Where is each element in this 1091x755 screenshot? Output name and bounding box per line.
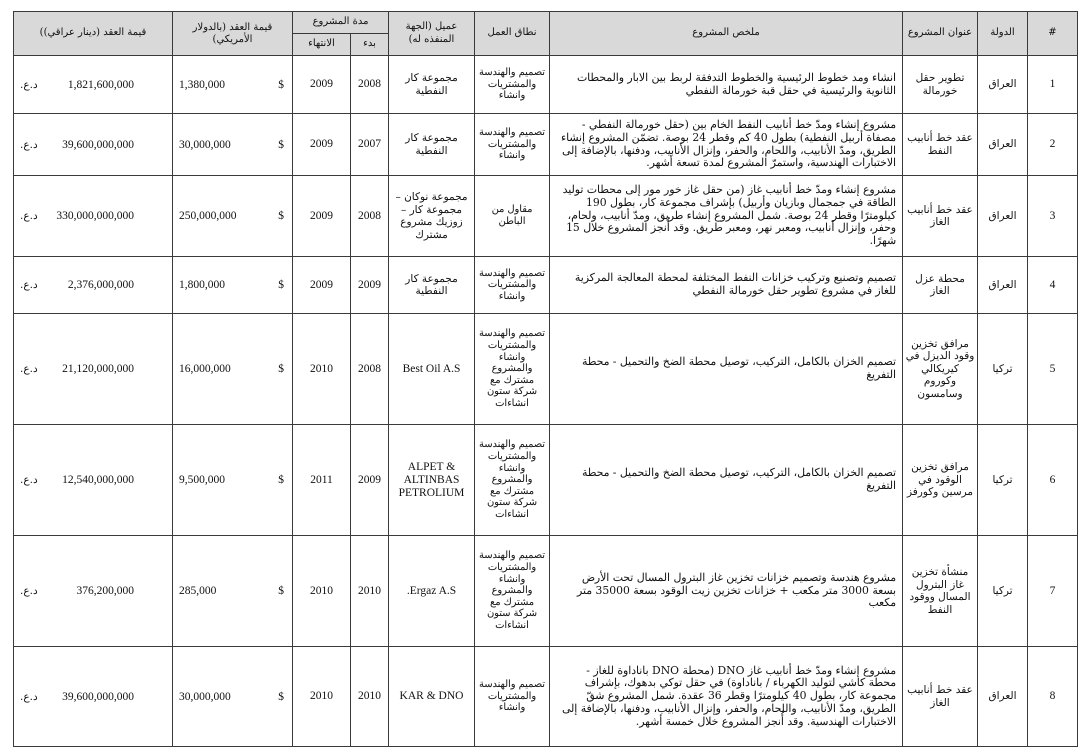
table-row [14,536,1078,647]
row-start: 2009 [351,257,389,314]
iqd-symbol: د.ع. [20,690,38,703]
row-index: 6 [1028,425,1078,536]
table-row [14,176,1078,257]
row-summary: انشاء ومد خطوط الرئيسية والخطوط التدفقة لربط بين الابار والمحطات الثانوية والرئيسية في حقل قبة خورمالة النفطي [550,56,903,114]
header-title: عنوان المشروع [903,12,978,56]
row-country: تركيا [978,536,1028,647]
row-title: منشأة تخزين غاز البترول المسال ووقود النفط [903,536,978,647]
header-value-iqd: قيمة العقد (دينار عراقي)) [14,12,173,56]
iqd-amount: 330,000,000,000 [56,209,134,222]
usd-amount: 30,000,000 [179,138,231,151]
iqd-symbol: د.ع. [20,362,38,375]
row-client: مجموعة كار النفطية [389,56,475,114]
usd-amount: 16,000,000 [179,362,231,375]
table-body [14,56,1078,747]
row-end: 2011 [293,425,351,536]
iqd-symbol: د.ع. [20,473,38,486]
usd-symbol: $ [278,78,284,91]
usd-amount: 9,500,000 [179,473,225,486]
row-title: عقد خط أنابيب الغاز [903,647,978,747]
row-country: تركيا [978,314,1028,425]
iqd-amount: 39,600,000,000 [62,138,134,151]
row-index: 8 [1028,647,1078,747]
row-index: 1 [1028,56,1078,114]
usd-symbol: $ [278,362,284,375]
row-summary: مشروع إنشاء ومدّ خط أنابيب النفط الخام بين (حقل خورمالة النفطي - مصفاة أربيل النفطية) بطول 40 كم وقطر 24 بوصة. تضمّن المشروع إنشاء الطريق، ومدّ الأنابيب، واللحام، والحفر، وإنزال الأنابيب، ودفنها، بالإضافة إلى الاختبارات الهندسية، واستمرّ المشروع لمدة تسعة أشهر. [550,114,903,176]
iqd-symbol: د.ع. [20,78,38,91]
row-client: مجموعة نوكان – مجموعة كار – زوزيك مشروع مشترك [389,176,475,257]
projects-table-container [13,11,1077,747]
row-scope: تصميم والهندسة والمشتريات وانشاء والمشروع مشترك مع شركة ستون انشاءات [475,314,550,425]
row-summary: مشروع هندسة وتصميم خزانات تخزين غاز البترول المسال تحت الأرض بسعة 3000 متر مكعب + خزانات تخزين زيت الوقود بسعة 35000 متر مكعب [550,536,903,647]
row-start: 2008 [351,176,389,257]
row-scope: تصميم والهندسة والمشتريات وانشاء [475,257,550,314]
iqd-amount: 12,540,000,000 [62,473,134,486]
header-summary: ملخص المشروع [550,12,903,56]
row-client: Best Oil A.S [389,314,475,425]
row-value-usd [173,314,293,425]
row-value-usd [173,176,293,257]
table-row [14,114,1078,176]
iqd-amount: 39,600,000,000 [62,690,134,703]
header-client: عميل (الجهة المنفذه له) [389,12,475,56]
iqd-symbol: د.ع. [20,209,38,222]
row-value-usd [173,647,293,747]
row-end: 2010 [293,647,351,747]
row-end: 2009 [293,56,351,114]
row-country: تركيا [978,425,1028,536]
row-scope: تصميم والهندسة والمشتريات وانشاء [475,647,550,747]
iqd-symbol: د.ع. [20,138,38,151]
row-client: ALPET & ALTINBAS PETROLIUM [389,425,475,536]
usd-symbol: $ [278,209,284,222]
row-summary: مشروع إنشاء ومدّ خط أنابيب غاز DNO (محطة DNO باناداوة للغاز - محطة كاشي لتوليد الكهرباء / باناداوة) في حقل توكي بدهوك، بإشراف مجموعة كار، بطول 40 كيلومترًا وقطر 36 عقدة. شمل المشروع شقّ الطريق، ومدّ الأنابيب، واللحام، والحفر، وإنزال الأنابيب، ودفنها، بالإضافة إلى الاختبارات الهندسية. وقد أُنجز المشروع خلال خمسة أشهر. [550,647,903,747]
row-value-iqd [14,257,173,314]
header-row [14,12,1078,34]
row-scope: تصميم والهندسة والمشتريات وانشاء [475,56,550,114]
table-row [14,314,1078,425]
projects-table [13,11,1078,747]
row-country: العراق [978,114,1028,176]
row-summary: تصميم الخزان بالكامل، التركيب، توصيل محطة الضخ والتحميل - محطة التفريغ [550,314,903,425]
header-value-usd: قيمة العقد (بالدولار الأمريكي) [173,12,293,56]
header-end: الانتهاء [293,34,351,56]
row-value-iqd [14,176,173,257]
row-end: 2009 [293,176,351,257]
row-end: 2010 [293,536,351,647]
row-client: مجموعة كار النفطية [389,114,475,176]
iqd-amount: 21,120,000,000 [62,362,134,375]
usd-amount: 285,000 [179,584,217,597]
row-value-usd [173,56,293,114]
header-duration: مدة المشروع [293,12,389,34]
header-country: الدولة [978,12,1028,56]
row-summary: تصميم وتصنيع وتركيب خزانات النفط المختلفة لمحطة المعالجة المركزية للغاز في مشروع تطوير حقل خورمالة النفطي [550,257,903,314]
usd-amount: 1,800,000 [179,278,225,291]
row-start: 2010 [351,647,389,747]
row-end: 2009 [293,257,351,314]
row-value-usd [173,114,293,176]
usd-symbol: $ [278,584,284,597]
usd-amount: 250,000,000 [179,209,237,222]
row-title: مرافق تخزين وقود الديزل في كيريكالي وكوروم وسامسون [903,314,978,425]
row-scope: تصميم والهندسة والمشتريات وانشاء والمشروع مشترك مع شركة ستون انشاءات [475,425,550,536]
row-start: 2007 [351,114,389,176]
row-country: العراق [978,176,1028,257]
row-start: 2010 [351,536,389,647]
row-summary: تصميم الخزان بالكامل، التركيب، توصيل محطة الضخ والتحميل - محطة التفريغ [550,425,903,536]
row-value-usd [173,536,293,647]
row-index: 3 [1028,176,1078,257]
table-row [14,56,1078,114]
row-country: العراق [978,257,1028,314]
row-value-iqd [14,647,173,747]
row-start: 2008 [351,314,389,425]
row-end: 2010 [293,314,351,425]
usd-symbol: $ [278,690,284,703]
row-title: عقد خط أنابيب الغاز [903,176,978,257]
row-summary: مشروع إنشاء ومدّ خط أنابيب غاز (من حقل غاز خور مور إلى محطات توليد الطاقة في جمجمال وبازيان وأربيل) بإشراف مجموعة كار، بطول 190 كيلومترًا وقطر 24 بوصة. شمل المشروع إنشاء طريق، ومدّ أنابيب، ولحام، وحفر، وإنزال أنابيب، ومعبر نهر، ومعبر طريق. وقد أُنجز المشروع خلال 15 شهرًا. [550,176,903,257]
table-row [14,425,1078,536]
row-country: العراق [978,647,1028,747]
row-title: عقد خط أنابيب النفط [903,114,978,176]
row-start: 2008 [351,56,389,114]
row-value-usd [173,425,293,536]
iqd-amount: 376,200,000 [76,584,134,597]
usd-amount: 30,000,000 [179,690,231,703]
row-client: Ergaz A.S. [389,536,475,647]
row-scope: مقاول من الباطن [475,176,550,257]
row-index: 4 [1028,257,1078,314]
row-value-iqd [14,425,173,536]
usd-amount: 1,380,000 [179,78,225,91]
header-start: بدء [351,34,389,56]
row-start: 2009 [351,425,389,536]
iqd-symbol: د.ع. [20,278,38,291]
iqd-symbol: د.ع. [20,584,38,597]
row-value-iqd [14,56,173,114]
row-client: KAR & DNO [389,647,475,747]
row-value-iqd [14,114,173,176]
row-end: 2009 [293,114,351,176]
row-value-usd [173,257,293,314]
usd-symbol: $ [278,278,284,291]
header-index: # [1028,12,1078,56]
row-value-iqd [14,536,173,647]
row-scope: تصميم والهندسة والمشتريات وانشاء والمشروع مشترك مع شركة ستون انشاءات [475,536,550,647]
header-scope: نطاق العمل [475,12,550,56]
row-title: مرافق تخزين الوقود في مرسين وكورفز [903,425,978,536]
row-value-iqd [14,314,173,425]
table-row [14,257,1078,314]
usd-symbol: $ [278,138,284,151]
row-index: 2 [1028,114,1078,176]
row-index: 7 [1028,536,1078,647]
iqd-amount: 2,376,000,000 [67,278,134,291]
row-title: تطوير حقل خورمالة [903,56,978,114]
row-index: 5 [1028,314,1078,425]
row-client: مجموعة كار النفطية [389,257,475,314]
usd-symbol: $ [278,473,284,486]
row-country: العراق [978,56,1028,114]
iqd-amount: 1,821,600,000 [67,78,134,91]
table-row [14,647,1078,747]
row-title: محطة عزل الغاز [903,257,978,314]
row-scope: تصميم والهندسة والمشتريات وانشاء [475,114,550,176]
